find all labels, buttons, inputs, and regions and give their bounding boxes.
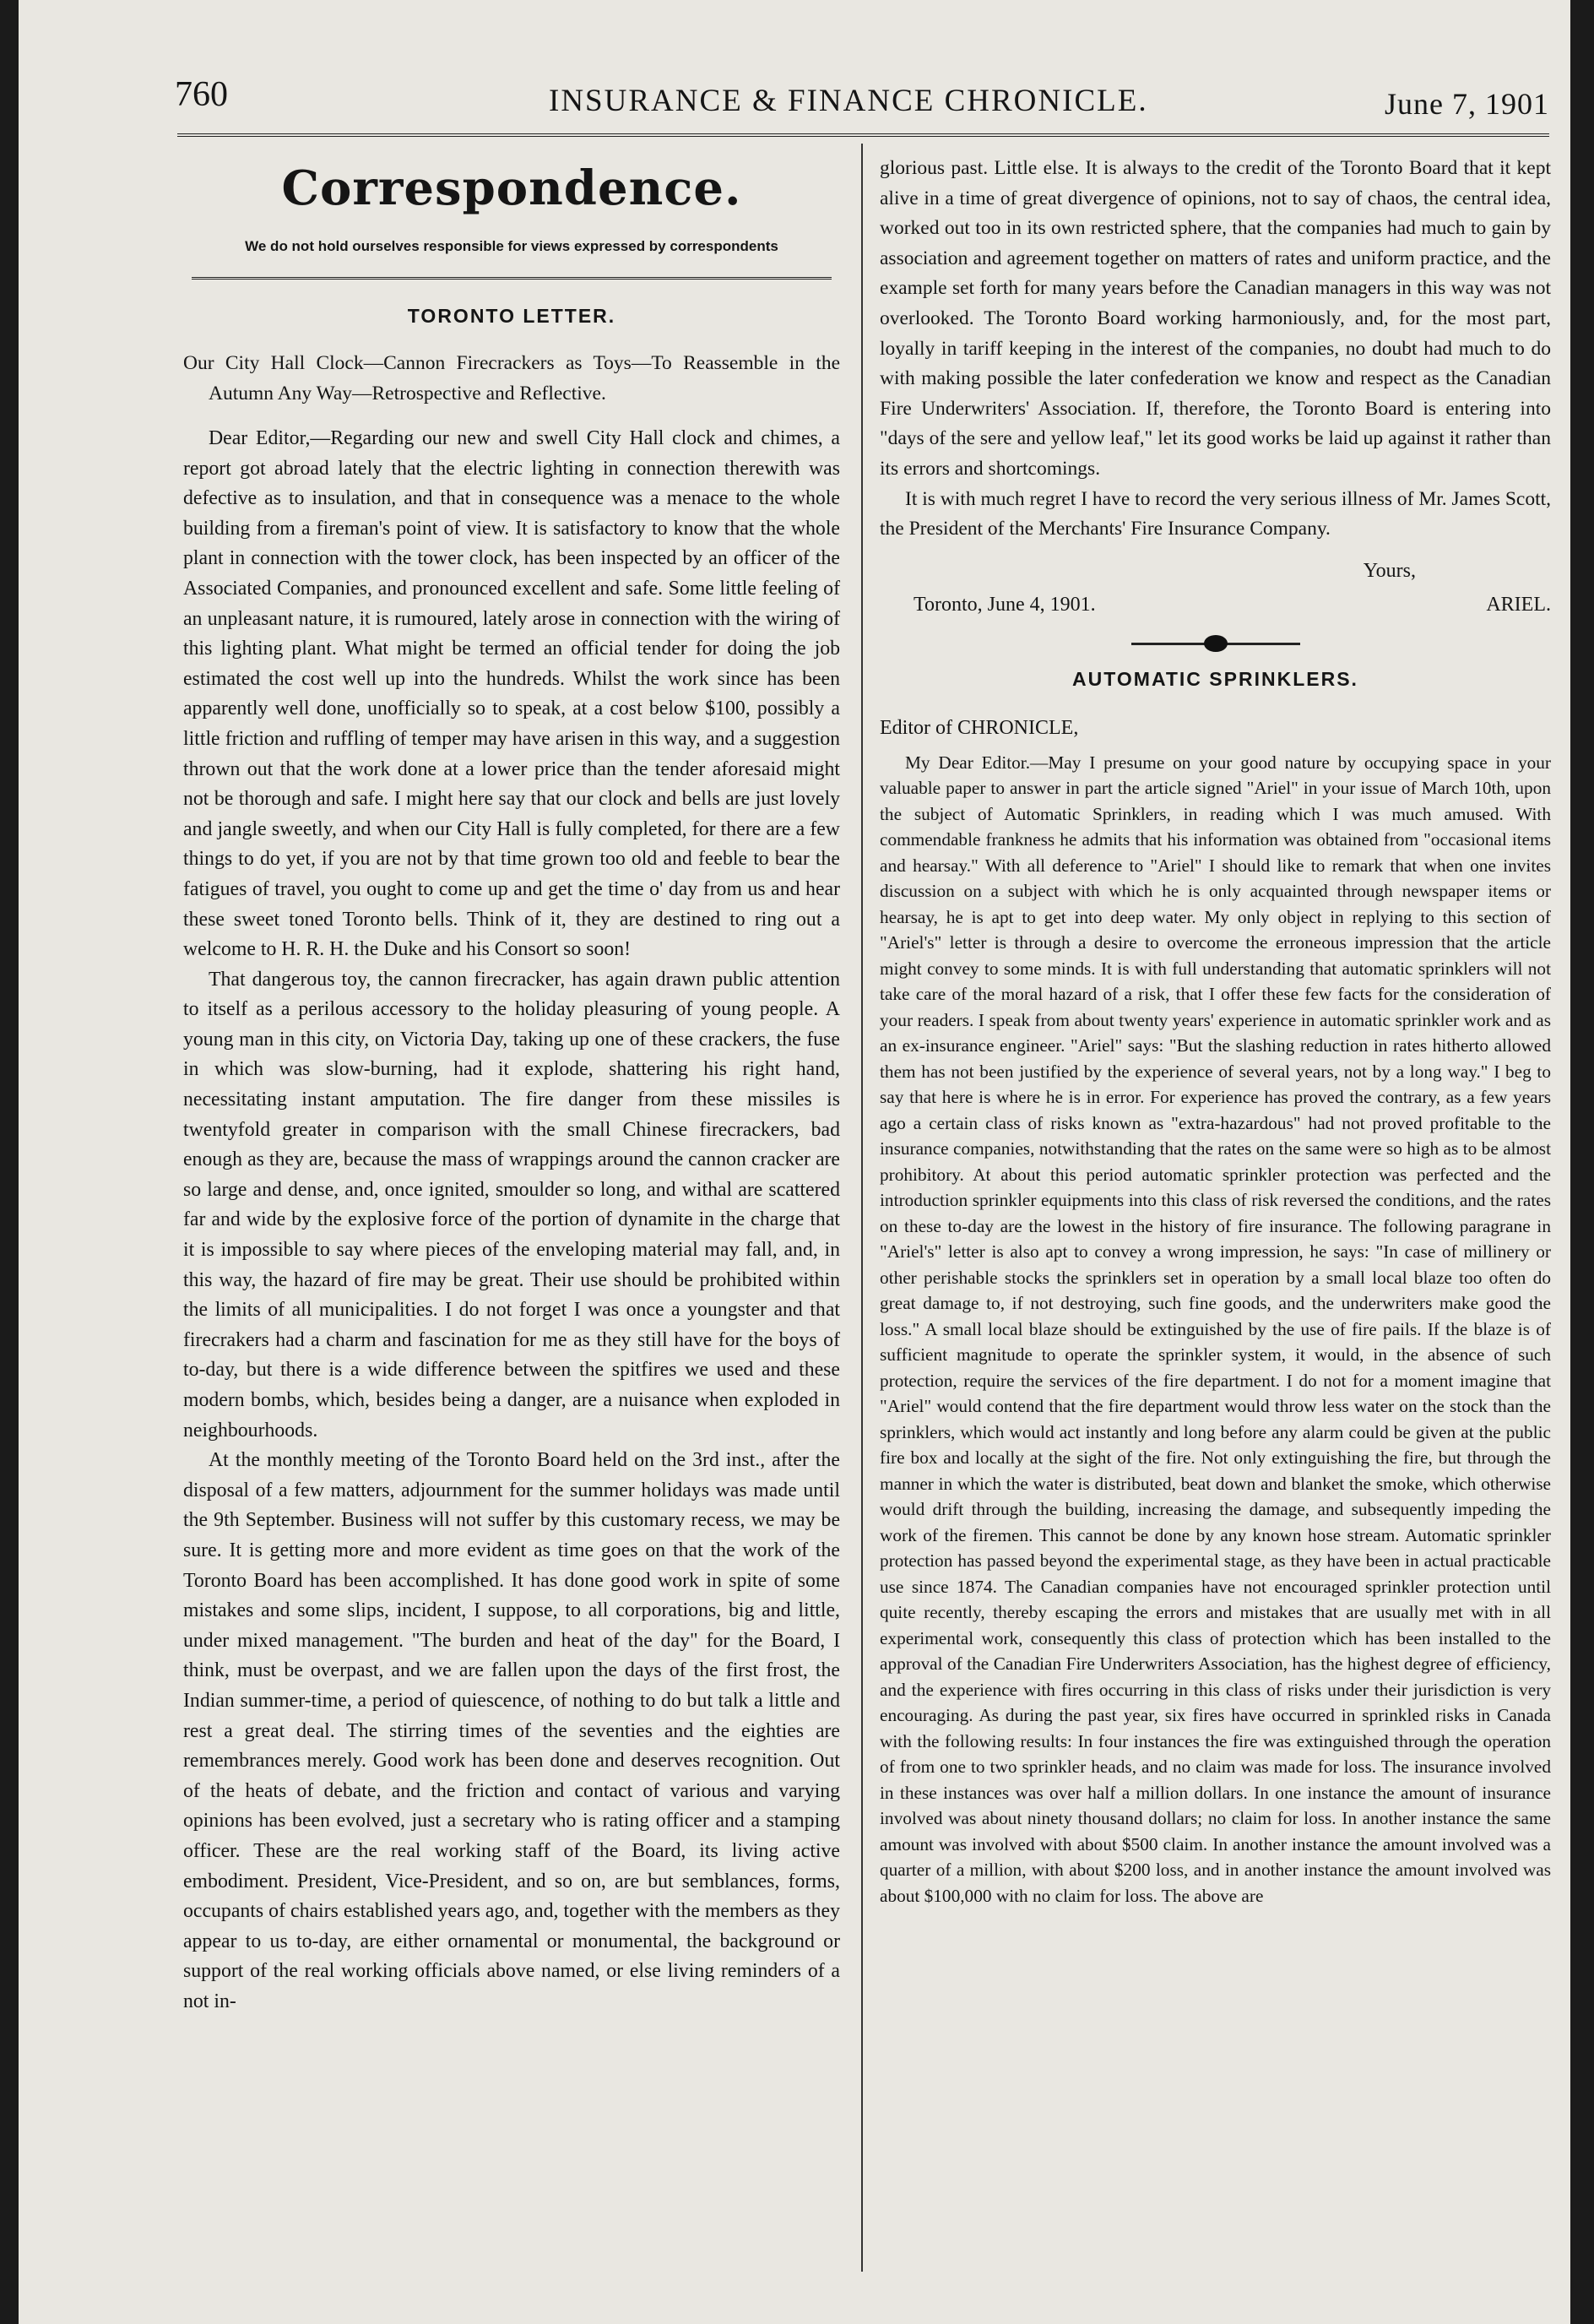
issue-date: June 7, 1901 <box>1385 87 1549 121</box>
column-divider <box>861 144 863 2272</box>
sprinklers-heading: AUTOMATIC SPRINKLERS. <box>1072 667 1358 690</box>
sprinklers-body: My Dear Editor.—May I presume on your good nature by occupying space in your valuable paper to answer in part the article signed "Ariel" in your issue of March 10th, upon the subject of Automatic Sprinklers, in reading which I was much amused. With commendable frankness he admits that his information was obtained from "occasional items and hearsay." With all deference to "Ariel" I should like to remark that when one invites discussion on a subject with which he is only acquainted through newspaper items or hearsay, he is apt to get into deep water. My only object in replying to this section of "Ariel's" letter is through a desire to overcome the erroneous impression that the article might convey to some minds. It is with full understanding that automatic sprinklers will not take care of the moral hazard of a risk, that I offer these few facts for the consideration of your readers. I speak from about twenty years' experience in automatic sprinkler work and as an ex-insurance engineer. "Ariel" says: "But the slashing reduction in rates hitherto allowed them has not been justified by the experience of several years, not by a long way." I beg to say that here is where he is in error. For experience has proved the contrary, as a few years ago a certain class of risks known as "extra-hazardous" had not proved profitable to the insurance companies, notwithstanding that the rates on the same were so high as to be almost prohibitory. At about this period automatic sprinkler protection was perfected and the introduction sprinkler equipments into this class of risk reversed the conditions, and the rates on these to-day are the lowest in the history of fire insurance. The following paragrane in "Ariel's" letter is also apt to convey a wrong impression, he says: "In case of millinery or other perishable stocks the sprinklers set in operation by a small local blaze too often do great damage to, if not destroying, such fine goods, and the underwriters make good the loss." A small local blaze should be extinguished by the use of fire pails. If the blaze is of sufficient magnitude to operate the sprinkler system, it would, in the absence of such protection, require the services of the fire department. I do not for a moment imagine that "Ariel" would contend that the fire department would throw less water on the stock than the sprinklers, which would act instantly and long before any alarm could be given at the public fire box and locally at the sight of the fire. Not only extinguishing the fire, but through the manner in which the water is distributed, beat down and blanket the smoke, which otherwise would drift through the building, increasing the damage, and subsequently impeding the work of the firemen. This cannot be done by any known hose stream. Automatic sprinkler protection has passed beyond the experimental stage, as they have been in actual practicable use since 1874. The Canadian companies have not encouraged sprinkler protection until quite recently, thereby escaping the errors and mistakes that are usually met with in all experimental work, consequently this class of protection which has been installed to the approval of the Canadian Fire Underwriters Association, has the highest degree of efficiency, and the experience with fires occurring in this class of risks under their jurisdiction is very encouraging. As during the past year, six fires have occurred in sprinkled risks in Canada with the following results: In four instances the fire was extinguished through the operation of from one to two sprinkler heads, and no claim was made for loss. The insurance involved in these instances was over half a million dollars. In one instance the amount of insurance involved was about ninety thousand dollars; no claim for loss. In another instance the same amount was involved with about $500 claim. In another instance the amount involved was a quarter of a million, with about $200 loss, and in another instance the amount involved was about $100,000 with no claim for loss. The above are <box>880 752 1551 1906</box>
letter-signature: ARIEL. <box>1486 593 1551 616</box>
toronto-letter-paragraph: That dangerous toy, the cannon firecracker, has again drawn public attention to itself as a perilous accessory to the holiday pleasuring of young people. A young man in this city, on Victoria Day, taking up one of these crackers, the fuse in which was slow-burning, had it explode, shattering his right hand, necessitating instant amputation. The fire danger from these missiles is twentyfold greater in comparison with the small Chinese firecrackers, bad enough as they are, because the mass of wrappings around the cannon cracker are so large and dense, and, once ignited, smoulder so long, and withal are scattered far and wide by the explosive force of the portion of dynamite in the charge that it is impossible to say where pieces of the enveloping material may fall, and, in this way, the hazard of fire may be great. Their use should be prohibited within the limits of all municipalities. I do not forget I was once a youngster and that firecrakers had a charm and fascination for me as they still have for the boys of to-day, but there is a wide difference between the spitfires we used and these modern bombs, which, besides being a danger, are a nuisance when exploded in neighbourhoods. <box>183 968 840 1442</box>
sprinklers-addressee: Editor of CHRONICLE, <box>880 716 1079 739</box>
toronto-letter-closing-paragraph: It is with much regret I have to record the very serious illness of Mr. James Scott, the President of the Merchants' Fire Insurance Company. <box>880 487 1551 540</box>
header-rule <box>177 133 1549 137</box>
left-column <box>183 152 840 2017</box>
right-column <box>880 154 1551 1909</box>
toronto-letter-heading: TORONTO LETTER. <box>407 305 616 327</box>
letter-place-date: Toronto, June 4, 1901. <box>914 593 1096 616</box>
section-title: Correspondence. <box>281 160 742 216</box>
ornament-divider <box>1131 631 1300 656</box>
newspaper-page <box>19 0 1570 2324</box>
disclaimer: We do not hold ourselves responsible for views expressed by correspondents <box>245 238 778 254</box>
toronto-letter-continuation: glorious past. Little else. It is always to the credit of the Toronto Board that it kept alive in a time of great divergence of opinions, not to say of chaos, the central idea, worked out too in its own restricted sphere, that the companies had much to gain by association and agreement together on matters of rates and uniform practice, and the example set forth for many years before the Canadian managers in this way was not overlooked. The Toronto Board working harmoniously, and, for the most part, loyally in tariff keeping in the interest of the companies, no doubt had much to do with making possible the later confederation we know and respect as the Canadian Fire Underwriters' Association. If, therefore, the Toronto Board is entering into "days of the sere and yellow leaf," let its good works be laid up against it rather than its errors and shortcomings. <box>880 157 1551 480</box>
toronto-letter-paragraph: At the monthly meeting of the Toronto Board held on the 3rd inst., after the disposal of a few matters, adjournment for the summer holidays was made until the 9th September. Business will not suffer by this customary recess, we may be sure. It is getting more and more evident as time goes on that the work of the Toronto Board has been accomplished. It has done good work in spite of some mistakes and some slips, incident, I suppose, to all corporations, big and little, under mixed management. "The burden and heat of the day" for the Board, I think, must be overpast, and we are fallen upon the days of the first frost, the Indian summer-time, a period of quiescence, of nothing to do but talk a little and rest a great deal. The stirring times of the seventies and the eighties are remembrances merely. Good work has been done and deserves recognition. Out of the heats of debate, and the friction and contact of various and varying opinions has been evolved, just a secretary who is rating officer and a stamping officer. These are the real working staff of the Board, its living active embodiment. President, Vice-President, and so on, are but semblances, forms, occupants of chairs established years ago, and, together with the members as they appear to us to-day, are either ornamental or monumental, the background or support of the real working officials above named, or else living reminders of a not in- <box>183 1449 840 2012</box>
publication-title: INSURANCE & FINANCE CHRONICLE. <box>549 84 1148 118</box>
toronto-letter-paragraph: Dear Editor,—Regarding our new and swell City Hall clock and chimes, a report got abroad lately that the electric lighting in connection therewith was defective as to insulation, and that in consequence was a menace to the whole building from a fireman's point of view. It is satisfactory to know that the whole plant in connection with the tower clock, has been inspected by an officer of the Associated Companies, and pronounced excellent and safe. Some little feeling of an unpleasant nature, it is rumoured, lately arose in connection with the wiring of this lighting plant. What might be termed an official tender for doing the job estimated the cost well up into the hundreds. Whilst the work since has been apparently well done, unofficially so to speak, at a cost below $100, possibly a little friction and ruffling of temper may have arisen in this way, and a suggestion thrown out that the work done at a lower price than the tender aforesaid might not be thorough and safe. I might here say that our clock and bells are just lovely and jangle sweetly, and when our City Hall is fully completed, for there are a few things to do yet, if you are not by that time grown too old and feeble to bear the fatigues of travel, you ought to come up and get the time o' day from us and hear these sweet toned Toronto bells. Think of it, they are destined to ring out a welcome to H. R. H. the Duke and his Consort so soon! <box>183 427 840 961</box>
page-number: 760 <box>175 75 228 114</box>
letter-closing: Yours, <box>1363 559 1416 582</box>
toronto-letter-summary: Our City Hall Clock—Cannon Firecrackers as Toys—To Reassemble in the Autumn Any Way—Retrospective and Reflective. <box>183 352 840 405</box>
letter-signature-line <box>880 590 1551 619</box>
section-rule <box>192 277 832 280</box>
